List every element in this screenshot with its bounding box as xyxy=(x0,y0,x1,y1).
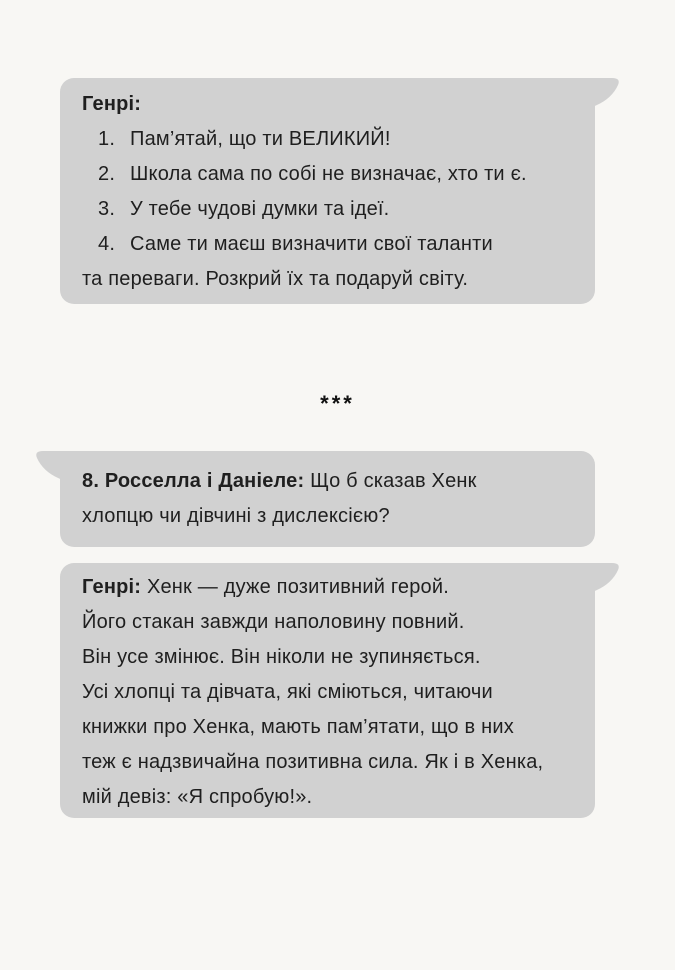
list-item-text: Школа сама по собі не визначає, хто ти є. xyxy=(130,163,527,185)
question-text: Що б сказав Хенк xyxy=(310,470,477,492)
list-item xyxy=(82,192,577,227)
speech-bubble-henry-answer xyxy=(60,563,595,818)
answer-line: книжки про Хенка, мають пам’ятати, що в них xyxy=(82,716,514,738)
answer-line: Його стакан завжди наполовину повний. xyxy=(82,611,465,633)
answer-line: Він усе змінює. Він ніколи не зупиняється. xyxy=(82,646,481,668)
bubble-tail-top-left-icon xyxy=(33,451,63,483)
list-item xyxy=(82,227,577,262)
speech-bubble-henry-advice xyxy=(60,78,595,304)
speech-bubble-question xyxy=(60,451,595,547)
list-item-continuation: та переваги. Розкрий їх та подаруй світу. xyxy=(82,268,469,290)
list-item-number: 2. xyxy=(98,163,116,185)
list-item-text: Пам’ятай, що ти ВЕЛИКИЙ! xyxy=(130,128,391,150)
list-item-text: Саме ти маєш визначити свої таланти xyxy=(130,233,493,255)
list-item xyxy=(82,157,577,192)
answer-line: мій девіз: «Я спробую!». xyxy=(82,786,313,808)
list-item-number: 3. xyxy=(98,198,116,220)
list-item-number: 4. xyxy=(98,233,116,255)
speaker-name: 8. Росселла і Даніеле: xyxy=(82,470,305,492)
list-item-number: 1. xyxy=(98,128,116,150)
speaker-name: Генрі: xyxy=(82,93,142,115)
answer-text: Хенк — дуже позитивний герой. xyxy=(146,576,449,598)
answer-line xyxy=(82,570,577,605)
question-line: хлопцю чи дівчині з дислексією? xyxy=(82,505,390,527)
bubble-tail-top-right-icon xyxy=(592,563,622,595)
speaker-label xyxy=(82,87,577,122)
section-separator: *** xyxy=(320,391,355,416)
question-line xyxy=(82,464,577,499)
answer-line: Усі хлопці та дівчата, які сміються, читаючи xyxy=(82,681,493,703)
bubble-tail-top-right-icon xyxy=(592,78,622,110)
list-item-text: У тебе чудові думки та ідеї. xyxy=(130,198,390,220)
speaker-name: Генрі: xyxy=(82,576,142,598)
answer-line: теж є надзвичайна позитивна сила. Як і в Хенка, xyxy=(82,751,544,773)
list-item xyxy=(82,122,577,157)
